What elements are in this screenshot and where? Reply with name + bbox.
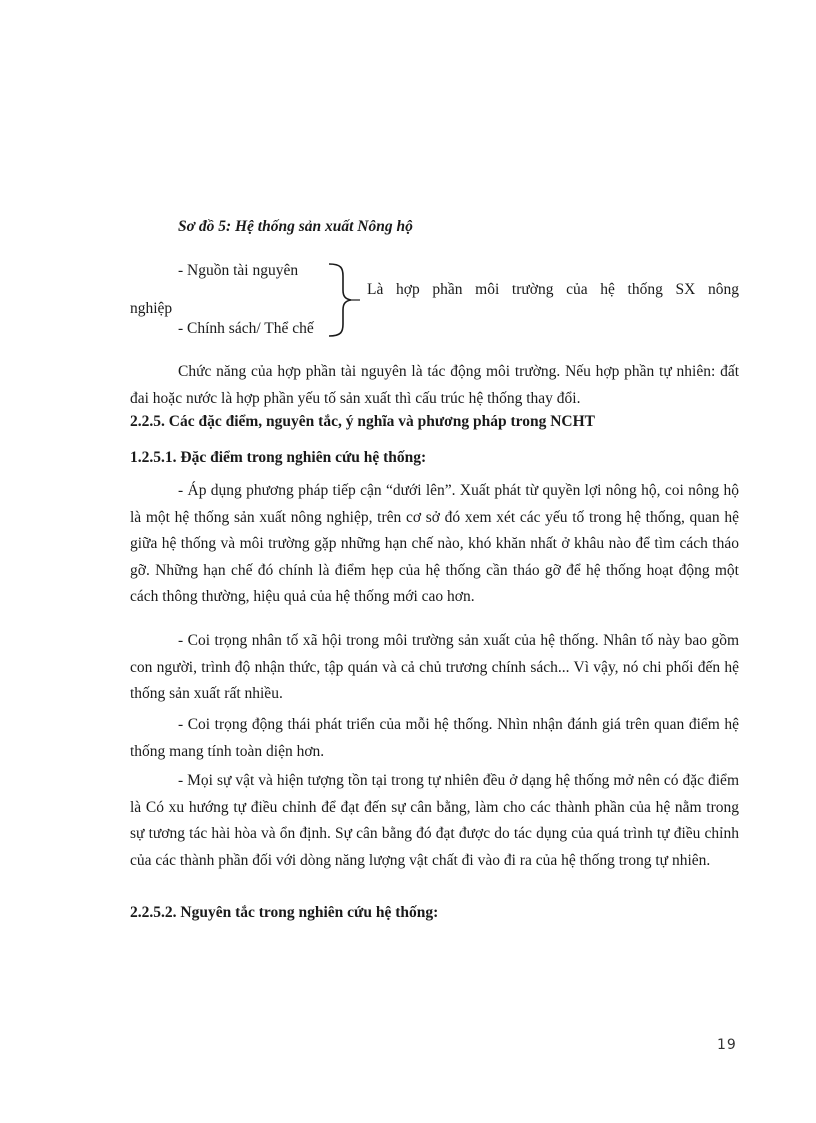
page-number: 19 (717, 1037, 737, 1053)
paragraph-social-factor: - Coi trọng nhân tố xã hội trong môi trường sản xuất của hệ thống. Nhân tố này bao gồm con người, trình độ nhận thức, tập quán và cả chủ trương chính sách... Vì vậy, nó chi phối đến hệ thống sản xuất rất nhiều. (130, 632, 739, 702)
heading-2-2-5: 2.2.5. Các đặc điểm, nguyên tắc, ý nghĩa và phương pháp trong NCHT (130, 413, 596, 430)
paragraph-dynamics: - Coi trọng động thái phát triển của mỗi hệ thống. Nhìn nhận đánh giá trên quan điểm hệ thống mang tính toàn diện hơn. (130, 716, 739, 760)
brace-item-policy: - Chính sách/ Thể chế (178, 320, 314, 337)
heading-2-2-5-2: 2.2.5.2. Nguyên tắc trong nghiên cứu hệ thống: (130, 904, 439, 921)
figure-caption: Sơ đồ 5: Hệ thống sản xuất Nông hộ (178, 218, 413, 235)
brace-description-continuation: nghiệp (130, 300, 173, 317)
brace-item-resources: - Nguồn tài nguyên (178, 262, 299, 279)
paragraph-open-system: - Mọi sự vật và hiện tượng tồn tại trong tự nhiên đều ở dạng hệ thống mở nên có đặc điểm là Có xu hướng tự điều chỉnh để đạt đến sự cân bằng, làm cho các thành phần của hệ nằm trong sự tương tác hài hòa và ổn định. Sự cân bằng đó đạt được do tác dụng của quá trình tự điều chỉnh của các thành phần đối với dòng năng lượng vật chất đi vào đi ra của hệ thống trong tự nhiên. (130, 772, 739, 869)
heading-1-2-5-1: 1.2.5.1. Đặc điểm trong nghiên cứu hệ thống: (130, 449, 427, 466)
brace-description: Là hợp phần môi trường của hệ thống SX nông (367, 281, 739, 298)
right-curly-brace (327, 262, 363, 338)
paragraph-bottom-up: - Áp dụng phương pháp tiếp cận “dưới lên”. Xuất phát từ quyền lợi nông hộ, coi nông hộ là một hệ thống sản xuất nông nghiệp, trên cơ sở đó xem xét các yếu tố trong hệ thống, quan hệ giữa hệ thống và môi trường gặp những hạn chế nào, khó khăn nhất ở khâu nào để tìm cách tháo gỡ. Những hạn chế đó chính là điểm hẹp của hệ thống cần tháo gỡ để hệ thống hoạt động một cách thông thường, hiệu quả của hệ thống mới cao hơn. (130, 482, 739, 605)
paragraph-function: Chức năng của hợp phần tài nguyên là tác động môi trường. Nếu hợp phần tự nhiên: đất đai hoặc nước là hợp phần yếu tố sản xuất thì cấu trúc hệ thống thay đổi. (130, 363, 739, 407)
